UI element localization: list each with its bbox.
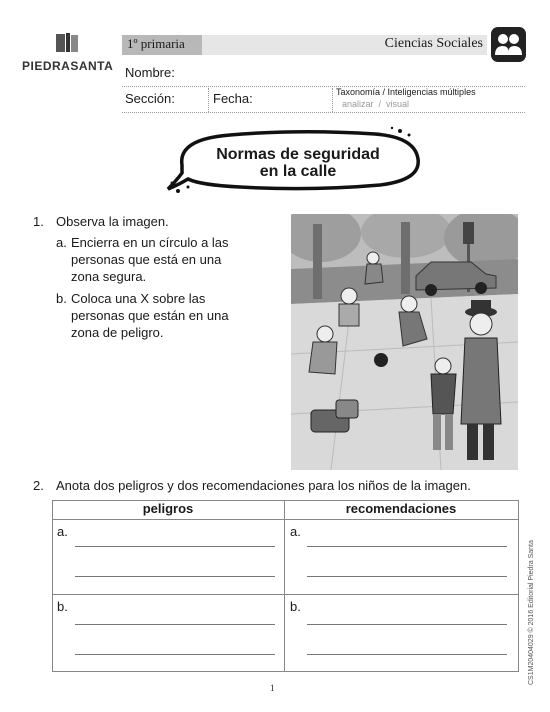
row-label-b: b. [57,599,68,614]
copyright-note: CS1M20404029 © 2016 Editorial Piedra Santa [528,540,535,685]
table-divider [52,519,518,520]
table-divider [52,594,518,595]
answer-line[interactable] [307,576,507,577]
item-1b-label: b. [56,291,67,306]
column-header-peligros: peligros [142,501,194,516]
fecha-field[interactable] [122,112,525,113]
item-2-text: Anota dos peligros y dos recomendaciones para los niños de la imagen. [56,478,471,493]
answer-line[interactable] [307,546,507,547]
people-icon [491,27,526,62]
title-line-2: en la calle [259,163,337,180]
taxonomy-label: Taxonomía / Inteligencias múltiples [336,87,476,97]
table-divider [284,500,285,671]
logo-text: PIEDRASANTA [22,59,114,73]
page-number: 1 [270,683,275,693]
street-scene-illustration[interactable] [291,214,518,470]
subject-label: Ciencias Sociales [384,36,483,51]
nombre-label: Nombre: [125,65,175,80]
answer-line[interactable] [75,546,275,547]
item-1-text: Observa la imagen. [56,214,169,229]
answer-line[interactable] [307,654,507,655]
taxonomy-values: analizar / visual [342,99,410,109]
answer-line[interactable] [75,654,275,655]
answer-line[interactable] [75,624,275,625]
item-1-number: 1. [33,214,44,229]
answer-line[interactable] [307,624,507,625]
row-label-a: a. [57,524,68,539]
title-line-1: Normas de seguridad [216,146,380,163]
column-header-recomendaciones: recomendaciones [345,501,457,516]
answer-line[interactable] [75,576,275,577]
divider [332,88,333,112]
row-label-a: a. [290,524,301,539]
item-2-number: 2. [33,478,44,493]
item-1a-text: Encierra en un círculo a las personas que está en una zona segura. [71,235,229,284]
divider [208,88,209,112]
fecha-label: Fecha: [213,91,253,106]
book-icon [55,32,79,54]
seccion-label: Sección: [125,91,175,106]
row-label-b: b. [290,599,301,614]
item-1a-label: a. [56,235,67,250]
worksheet-title [183,146,413,180]
answers-table [52,500,519,672]
grade-label: 1º primaria [127,36,185,51]
item-1b-text: Coloca una X sobre las personas que están en una zona de peligro. [71,291,229,340]
